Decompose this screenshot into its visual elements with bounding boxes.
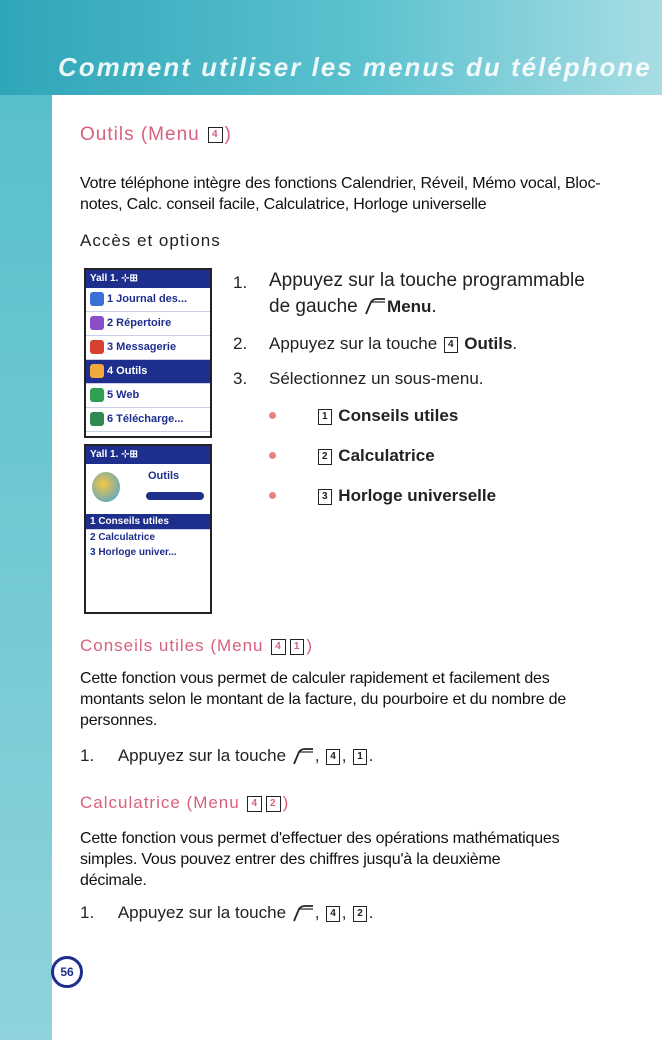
section-title-outils	[80, 124, 232, 146]
left-softkey-icon	[291, 748, 315, 766]
menu-item: 2 Calculatrice	[90, 532, 156, 543]
step-3-text: Sélectionnez un sous-menu.	[269, 369, 484, 388]
step-number: 3.	[233, 369, 248, 388]
section-title-conseils	[80, 636, 313, 656]
page-number-badge: 56	[51, 956, 83, 988]
menu-item-label: 4 Outils	[107, 365, 148, 377]
messaging-icon	[90, 340, 104, 354]
menu-item-label: 6 Télécharge...	[107, 413, 184, 425]
outils-title-prefix: Outils (Menu	[80, 124, 200, 145]
key-1-icon: 1	[353, 749, 367, 765]
side-band	[0, 95, 52, 1040]
menu-item	[86, 408, 210, 432]
tools-graphic-icon	[92, 472, 120, 502]
menu-item	[86, 288, 210, 312]
phone-log-icon	[90, 292, 104, 306]
step-1-bold: Menu	[387, 297, 432, 316]
option-label: Horloge universelle	[338, 486, 497, 505]
tools-icon	[90, 364, 104, 378]
web-icon	[90, 388, 104, 402]
step-2-text	[269, 334, 517, 354]
access-options-title: Accès et options	[80, 231, 221, 250]
tools-banner	[86, 464, 210, 514]
key-4-icon: 4	[326, 906, 340, 922]
menu-item-label: 2 Répertoire	[107, 317, 172, 329]
step-2-end: .	[512, 334, 518, 353]
step-number: 1.	[80, 903, 95, 922]
option-label: Calculatrice	[338, 446, 435, 465]
menu-item-label: 1 Journal des...	[107, 293, 188, 305]
outils-title-suffix: )	[224, 124, 232, 145]
key-2-icon: 2	[318, 449, 332, 465]
key-2-icon: 2	[353, 906, 367, 922]
key-2-icon: 2	[266, 796, 281, 812]
step-2-body: Appuyez sur la touche	[269, 334, 438, 353]
conseils-title-prefix: Conseils utiles (Menu	[80, 636, 264, 655]
key-1-icon: 1	[290, 639, 305, 655]
step-2-bold: Outils	[464, 334, 513, 353]
step-number: 2.	[233, 334, 248, 353]
bullet-icon	[269, 412, 276, 419]
menu-item: 3 Horloge univer...	[90, 547, 177, 558]
calculatrice-title-prefix: Calculatrice (Menu	[80, 793, 240, 812]
bullet-icon	[269, 452, 276, 459]
model-name: LG5400	[102, 967, 164, 983]
key-1-icon: 1	[318, 409, 332, 425]
calculatrice-body: Cette fonction vous permet d'effectuer des opérations mathématiques simples. Vous pouvez entrer des chiffres jusqu'à la deuxième décimale.	[80, 830, 560, 889]
status-bar: Yall 1. ⊹⊞	[86, 270, 210, 288]
step-number: 1.	[233, 273, 248, 292]
key-4-icon: 4	[271, 639, 286, 655]
key-4-icon: 4	[208, 127, 223, 143]
step-1-end: .	[431, 296, 437, 317]
download-icon	[90, 412, 104, 426]
contacts-icon	[90, 316, 104, 330]
menu-item-label: 3 Messagerie	[107, 341, 177, 353]
phone-screen-main-menu	[84, 268, 212, 438]
step-1-text	[269, 268, 609, 320]
menu-item-selected	[86, 360, 210, 384]
step-body: Appuyez sur la touche	[117, 746, 287, 765]
calculatrice-title-suffix: )	[282, 793, 290, 812]
outils-intro: Votre téléphone intègre des fonctions Calendrier, Réveil, Mémo vocal, Bloc-notes, Calc. conseil facile, Calculatrice, Horloge universelle	[80, 175, 601, 213]
option-horloge	[316, 486, 496, 506]
conseils-step: 1. Appuyez sur la touche , 4 , 1 .	[80, 746, 374, 765]
step-1-body: Appuyez sur la touche programmable de gauche	[269, 270, 585, 317]
section-title-calculatrice	[80, 793, 289, 813]
menu-item	[86, 384, 210, 408]
menu-item	[86, 336, 210, 360]
key-3-icon: 3	[318, 489, 332, 505]
option-calculatrice	[316, 446, 435, 466]
left-softkey-icon	[363, 298, 387, 316]
page-header-title: Comment utiliser les menus du téléphone	[58, 52, 652, 82]
tools-screen-title: Outils	[148, 470, 180, 482]
option-label: Conseils utiles	[338, 406, 459, 425]
scroll-indicator	[146, 492, 204, 500]
phone-screen-tools-menu	[84, 444, 212, 614]
calculatrice-step: 1. Appuyez sur la touche , 4 , 2 .	[80, 903, 374, 922]
conseils-body: Cette fonction vous permet de calculer rapidement et facilement des montants selon le montant de la facture, du pourboire et du nombre de personnes.	[80, 670, 567, 729]
bullet-icon	[269, 492, 276, 499]
menu-item-selected: 1 Conseils utiles	[86, 514, 210, 530]
conseils-title-suffix: )	[306, 636, 314, 655]
left-softkey-icon	[291, 905, 315, 923]
key-4-icon: 4	[247, 796, 262, 812]
step-number: 1.	[80, 746, 95, 765]
key-4-icon: 4	[326, 749, 340, 765]
menu-item	[86, 312, 210, 336]
status-bar: Yall 1. ⊹⊞	[86, 446, 210, 464]
menu-item-label: 5 Web	[107, 389, 140, 401]
step-body: Appuyez sur la touche	[117, 903, 287, 922]
key-4-icon: 4	[444, 337, 458, 353]
option-conseils	[316, 406, 458, 426]
